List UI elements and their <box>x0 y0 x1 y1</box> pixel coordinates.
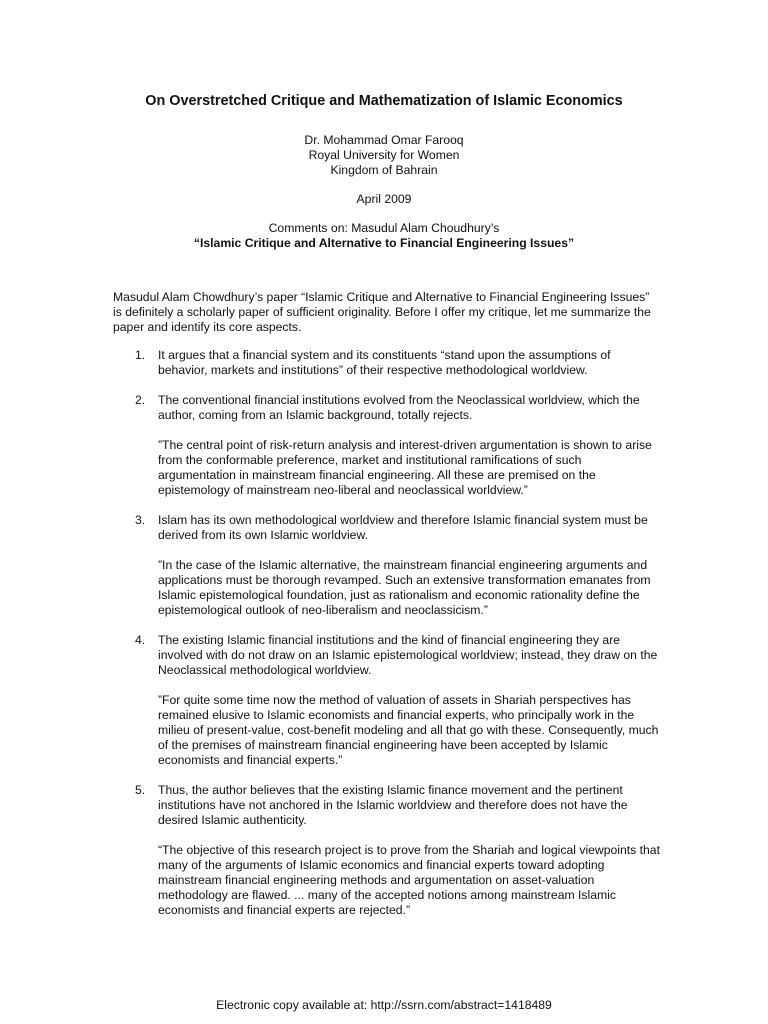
list-item-number: 2. <box>135 393 146 407</box>
list-item-number: 1. <box>135 348 146 362</box>
list-item-quote: ”The central point of risk-return analysis and interest-driven argumentation is shown to arise from the conformable preference, market and institutional ramifications of such argumentation in mainstream financial engineering. All these are premised on the epistemology of mainstream neo-liberal and neoclassical worldview.” <box>158 438 652 497</box>
list-item-number: 4. <box>135 633 146 647</box>
list-item-text: It argues that a financial system and its constituents “stand upon the assumptions of behavior, markets and institutions” of their respective methodological worldview. <box>158 348 611 377</box>
commented-paper-title: “Islamic Critique and Alternative to Financial Engineering Issues” <box>193 236 575 250</box>
author-country: Kingdom of Bahrain <box>330 163 438 177</box>
list-item-text: The conventional financial institutions evolved from the Neoclassical worldview, which the author, coming from an Islamic background, totally rejects. <box>158 393 640 422</box>
author-institution: Royal University for Women <box>308 148 460 162</box>
list-item-text: Thus, the author believes that the existing Islamic finance movement and the pertinent institutions have not anchored in the Islamic worldview and therefore does not have the desired Islamic authenticity. <box>158 783 628 827</box>
list-item-quote: “The objective of this research project is to prove from the Shariah and logical viewpoints that many of the arguments of Islamic economics and financial experts toward adopting mainstream financial engineering methods and argumentation on asset-valuation methodology are flawed. ... many of the accepted notions among mainstream Islamic economists and financial experts are rejected.” <box>158 843 660 917</box>
intro-paragraph: Masudul Alam Chowdhury’s paper “Islamic Critique and Alternative to Financial Engineering Issues” is definitely a scholarly paper of sufficient originality. Before I offer my critique, let me summarize the paper and identify its core aspects. <box>113 290 651 334</box>
summary-list <box>113 348 661 918</box>
list-item-quote: ”In the case of the Islamic alternative, the mainstream financial engineering arguments and applications must be thorough revamped. Such an extensive transformation emanates from Islamic epistemological foundation, just as rationalism and economic rationality define the epistemological outlook of neo-liberalism and neoclassicism.” <box>158 558 651 617</box>
ssrn-footer: Electronic copy available at: http://ssrn.com/abstract=1418489 <box>216 998 552 1012</box>
author-name: Dr. Mohammad Omar Farooq <box>304 133 464 147</box>
page-title: On Overstretched Critique and Mathematization of Islamic Economics <box>145 93 623 109</box>
list-item <box>113 348 661 378</box>
list-item-quote: ”For quite some time now the method of valuation of assets in Shariah perspectives has remained elusive to Islamic economists and financial experts, who principally work in the milieu of present-value, cost-benefit modeling and all that go with these. Consequently, much of the premises of mainstream financial engineering have been accepted by Islamic economists and financial experts.” <box>158 693 659 767</box>
list-item <box>113 633 661 768</box>
publication-date: April 2009 <box>356 192 412 206</box>
list-item-text: Islam has its own methodological worldview and therefore Islamic financial system must be derived from its own Islamic worldview. <box>158 513 648 542</box>
list-item-number: 5. <box>135 783 146 797</box>
comments-prefix: Comments on: Masudul Alam Choudhury’s <box>268 221 500 235</box>
list-item <box>113 513 661 618</box>
list-item <box>113 393 661 498</box>
list-item-text: The existing Islamic financial institutions and the kind of financial engineering they are involved with do not draw on an Islamic epistemological worldview; instead, they draw on the Neoclassical methodological worldview. <box>158 633 658 677</box>
list-item-number: 3. <box>135 513 146 527</box>
list-item <box>113 783 661 918</box>
